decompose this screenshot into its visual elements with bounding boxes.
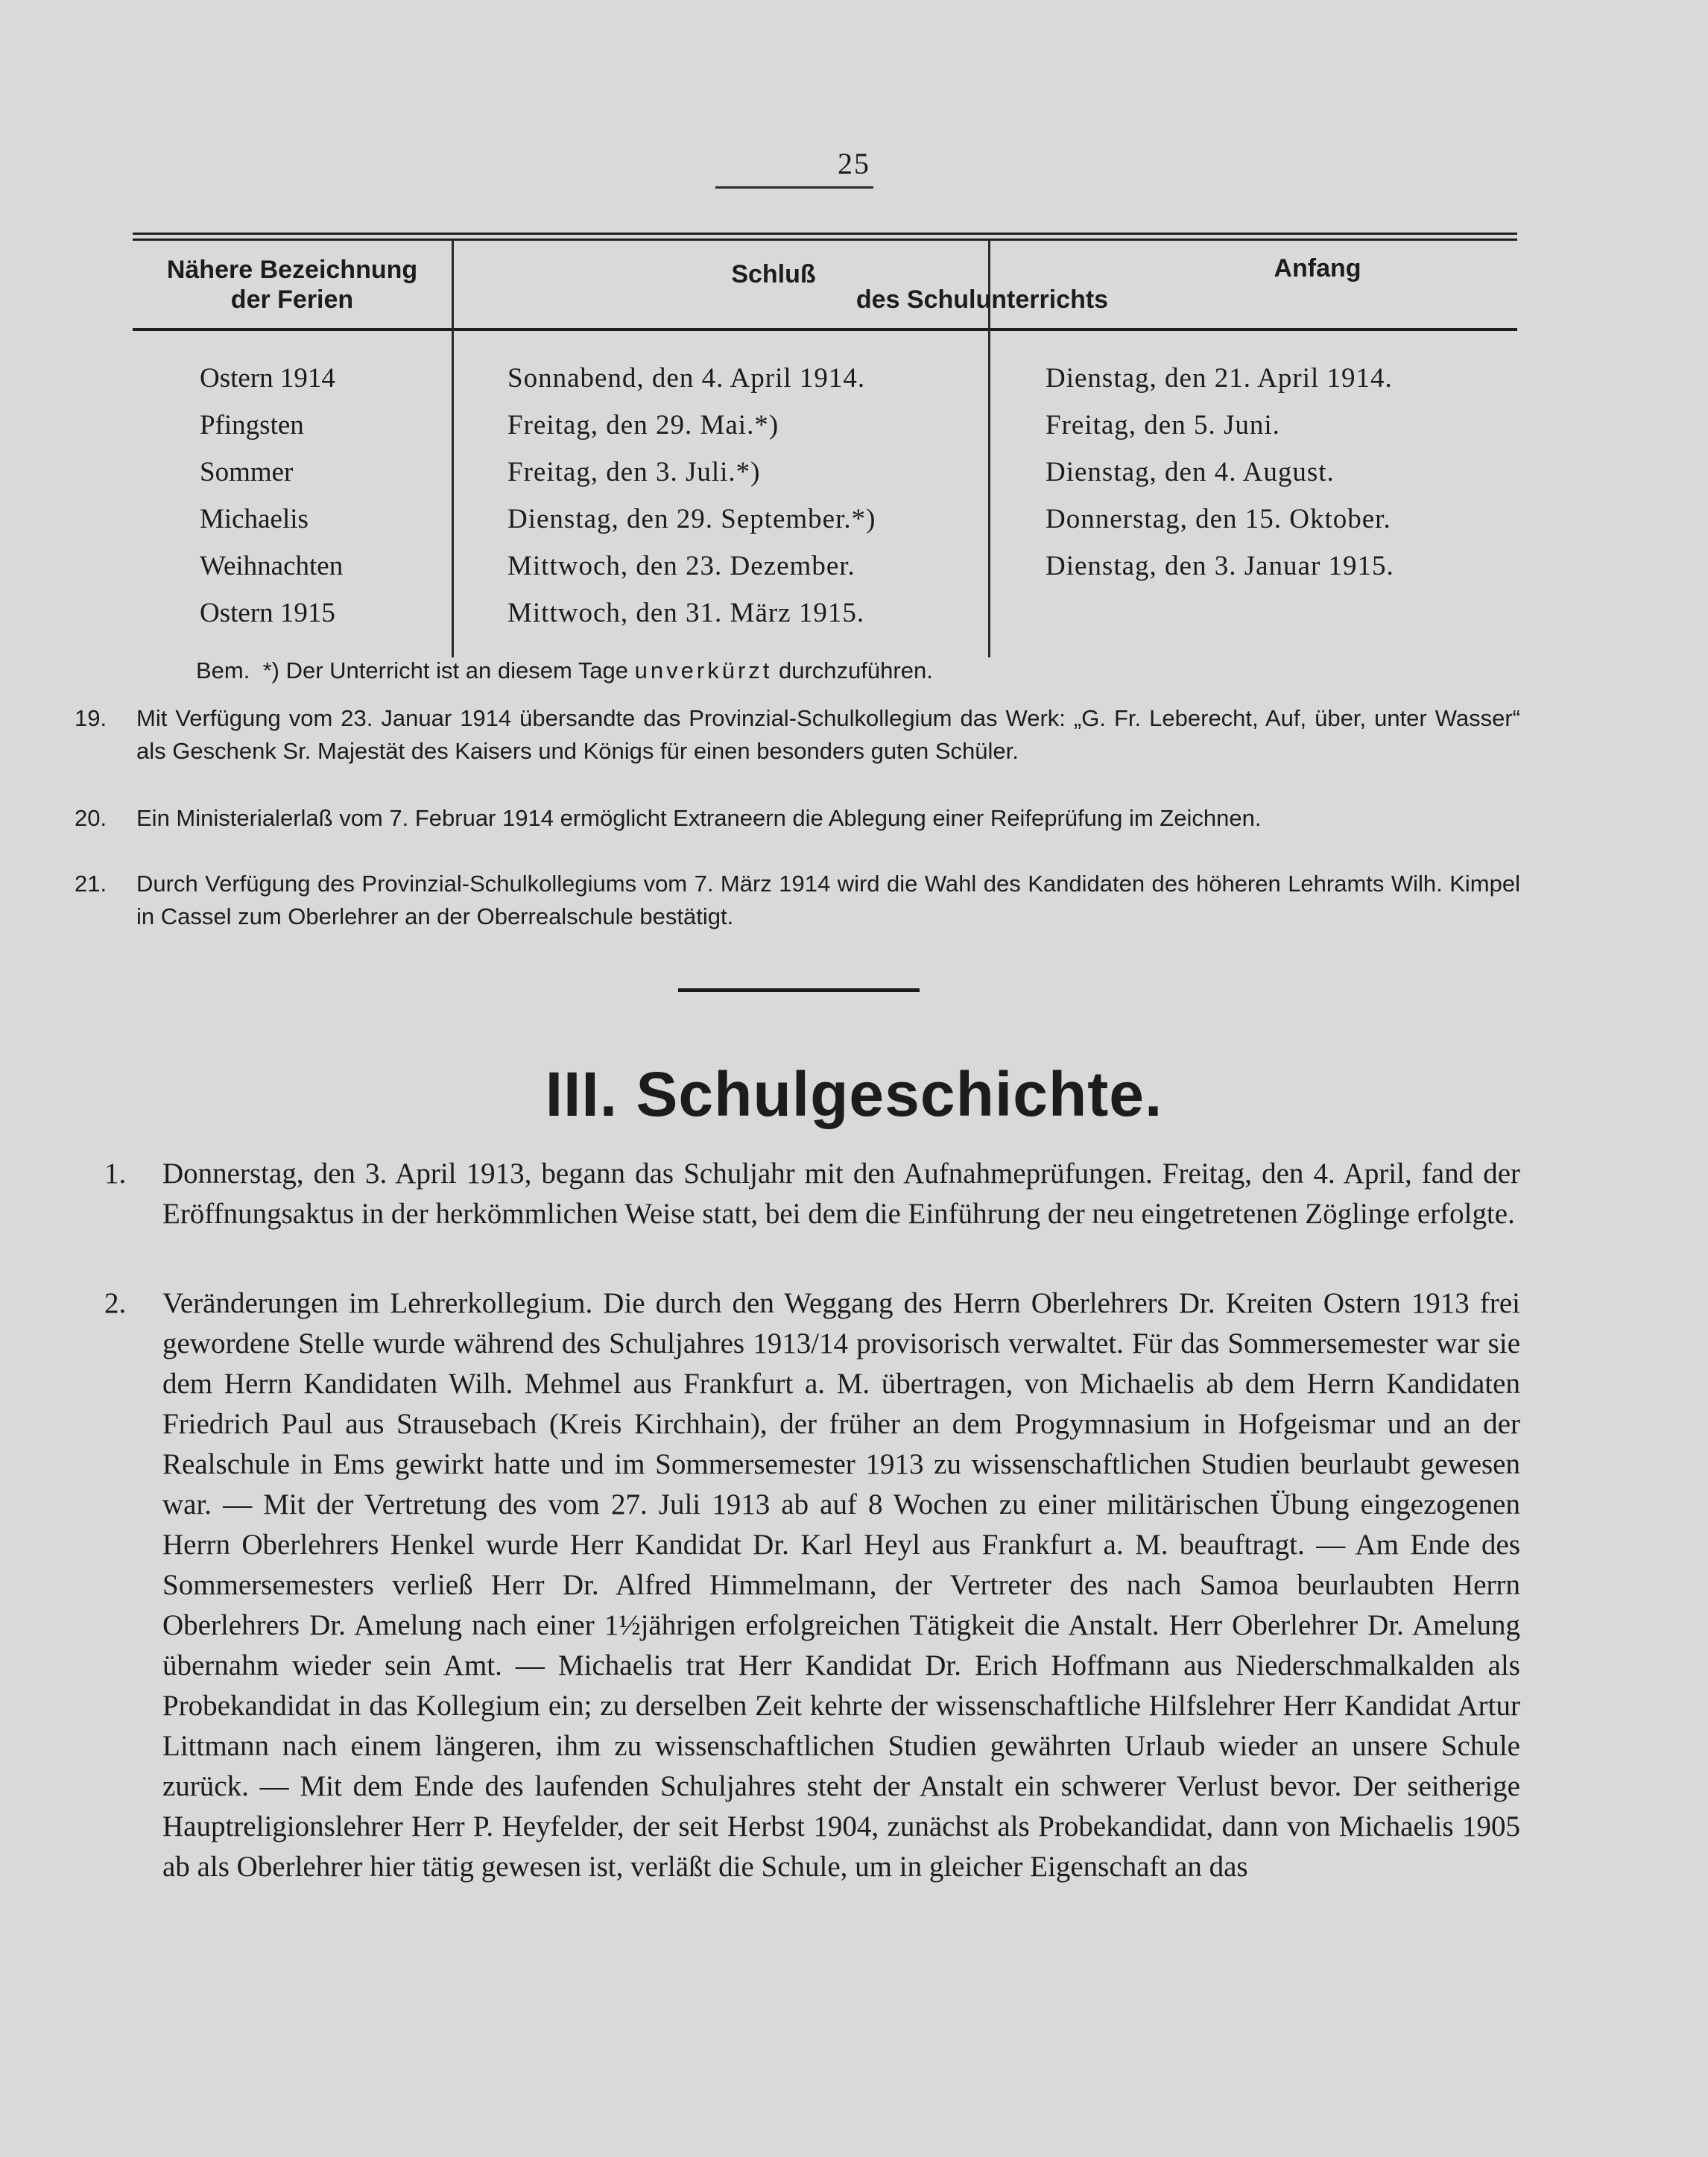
- remark-prefix: Bem. *) Der Unterricht ist an diesem Tage: [196, 657, 635, 683]
- note-number: 20.: [75, 805, 107, 831]
- table-cell: Mittwoch, den 31. März 1915.: [507, 598, 865, 628]
- table-header-rule: [133, 328, 1517, 331]
- note-text: Mit Verfügung vom 23. Januar 1914 übersandte das Provinzial-Schulkollegium das Werk: „G. Fr. Leberecht, Auf, über, unter Wasser“ als Geschenk Sr. Majestät des Kaisers und Königs für einen besonders guten Schüler.: [136, 705, 1520, 764]
- paragraph-number: 1.: [104, 1158, 127, 1190]
- table-top-rule-2: [133, 239, 1517, 241]
- note-item: [75, 802, 1520, 835]
- table-remark: [196, 657, 933, 684]
- header-ferien-line2: der Ferien: [230, 285, 354, 314]
- table-cell: Dienstag, den 4. August.: [1046, 457, 1335, 487]
- table-cell: Freitag, den 3. Juli.*): [507, 457, 761, 487]
- table-cell: Dienstag, den 21. April 1914.: [1046, 363, 1393, 394]
- table-top-rule: [133, 233, 1517, 235]
- table-cell: Mittwoch, den 23. Dezember.: [507, 551, 855, 581]
- paragraph: [104, 1283, 1520, 1887]
- table-cell: Ostern 1915: [200, 598, 335, 628]
- note-item: [75, 702, 1520, 768]
- paragraph-text: Donnerstag, den 3. April 1913, begann das Schuljahr mit den Aufnahmeprüfungen. Freitag, den 4. April, fand der Eröffnungsaktus in der herkömmlichen Weise statt, bei dem die Einführung der neu eingetretenen Zöglinge erfolgte.: [162, 1158, 1520, 1230]
- header-ferien-line1: Nähere Bezeichnung: [166, 256, 418, 284]
- column-anfang: [1046, 355, 1394, 637]
- table-cell: Weihnachten: [200, 551, 344, 581]
- column-ferien: [200, 355, 343, 637]
- page-number: 25: [838, 147, 870, 180]
- table-cell: Pfingsten: [200, 410, 304, 440]
- table-cell: Freitag, den 5. Juni.: [1046, 410, 1280, 440]
- table-cell: Sonnabend, den 4. April 1914.: [507, 363, 866, 394]
- header-anfang: Anfang: [1274, 254, 1361, 282]
- table-cell: Freitag, den 29. Mai.*): [507, 410, 779, 440]
- header-schulunterricht: des Schulunterrichts: [855, 285, 1109, 314]
- paragraph-number: 2.: [104, 1287, 127, 1319]
- note-number: 19.: [75, 705, 107, 731]
- header-ferien: [133, 255, 452, 315]
- note-text: Durch Verfügung des Provinzial-Schulkollegiums vom 7. März 1914 wird die Wahl des Kandidaten des höheren Lehramts Wilh. Kimpel in Cassel zum Oberlehrer an der Oberrealschule bestätigt.: [136, 871, 1520, 929]
- table-cell: Sommer: [200, 457, 294, 487]
- holiday-table: [133, 233, 1517, 657]
- table-divider-1: [452, 240, 454, 657]
- note-text: Ein Ministerialerlaß vom 7. Februar 1914 ermöglicht Extraneern die Ablegung einer Reifeprüfung im Zeichnen.: [136, 805, 1262, 831]
- section-title: III. Schulgeschichte.: [545, 1059, 1163, 1129]
- section-divider: [678, 988, 920, 992]
- table-cell: Ostern 1914: [200, 363, 335, 394]
- table-cell: Donnerstag, den 15. Oktober.: [1046, 504, 1391, 534]
- paragraph-text: Veränderungen im Lehrerkollegium. Die durch den Weggang des Herrn Oberlehrers Dr. Kreiten Ostern 1913 frei gewordene Stelle wurde während des Schuljahres 1913/14 provisorisch verwaltet. Für das Sommersemester war sie dem Herrn Kandidaten Wilh. Mehmel aus Frankfurt a. M. übertragen, von Michaelis ab dem Herrn Kandidaten Friedrich Paul aus Strausebach (Kreis Kirchhain), der früher an dem Progymnasium in Hofgeismar und an der Realschule in Ems gewirkt hatte und im Sommersemester 1913 zu wissenschaftlichen Studien beurlaubt gewesen war. — Mit der Vertretung des vom 27. Juli 1913 ab auf 8 Wochen zu einer militärischen Übung eingezogenen Herrn Oberlehrers Henkel wurde Herr Kandidat Dr. Karl Heyl aus Frankfurt a. M. beauftragt. — Am Ende des Sommersemesters verließ Herr Dr. Alfred Himmelmann, der Vertreter des nach Samoa beurlaubten Herrn Oberlehrers Dr. Amelung nach einer 1½jährigen erfolgreichen Tätigkeit die Anstalt. Herr Oberlehrer Dr. Amelung übernahm wieder sein Amt. — Michaelis trat Herr Kandidat Dr. Erich Hoffmann aus Niederschmalkalden als Probekandidat in das Kollegium ein; zu derselben Zeit kehrte der wissenschaftliche Hilfslehrer Herr Kandidat Artur Littmann nach einem längeren, ihm zu wissenschaftlichen Studien gewährten Urlaub wieder an unsere Schule zurück. — Mit dem Ende des laufenden Schuljahres steht der Anstalt ein schwerer Verlust bevor. Der seitherige Hauptreligionslehrer Herr P. Heyfelder, der seit Herbst 1904, zunächst als Probekandidat, dann von Michaelis 1905 ab als Oberlehrer hier tätig gewesen ist, verläßt die Schule, um in gleicher Eigenschaft an das: [162, 1287, 1520, 1883]
- paragraph: [104, 1154, 1520, 1234]
- page-number-rule: [715, 186, 873, 189]
- note-item: [75, 868, 1520, 933]
- table-cell: Michaelis: [200, 504, 309, 534]
- table-cell: Dienstag, den 29. September.*): [507, 504, 876, 534]
- column-schluss: [507, 355, 876, 637]
- remark-spaced: unverkürzt: [634, 657, 773, 683]
- header-schluss: Schluß: [731, 260, 816, 288]
- table-cell: Dienstag, den 3. Januar 1915.: [1046, 551, 1394, 581]
- note-number: 21.: [75, 871, 107, 897]
- remark-suffix: durchzuführen.: [772, 657, 933, 683]
- table-cell: [1046, 590, 1394, 637]
